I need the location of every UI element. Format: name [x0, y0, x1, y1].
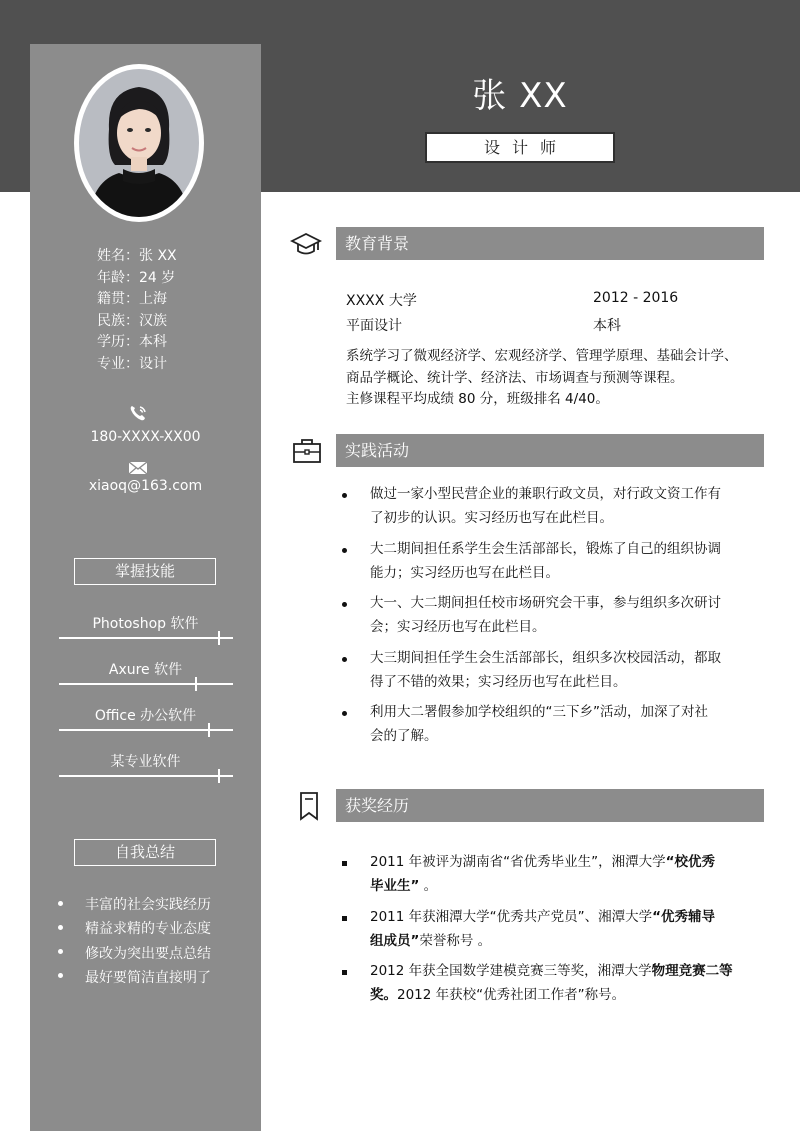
skill-bar	[59, 637, 233, 639]
job-title: 设计师	[425, 132, 615, 163]
skill-label: 某专业软件	[110, 754, 181, 770]
list-item: 2011 年获湘潭大学“优秀共产党员”、湘潭大学“优秀辅导 组成员”荣誉称号 。	[342, 906, 752, 953]
bookmark-icon	[293, 790, 325, 822]
education-heading: 教育背景	[336, 227, 764, 260]
info-ethnicity: 民族：汉族	[97, 312, 167, 329]
skills-heading: 掌握技能	[74, 558, 216, 585]
bullet-square	[342, 916, 347, 921]
summary-heading: 自我总结	[74, 839, 216, 866]
awards-heading: 获奖经历	[336, 789, 764, 822]
summary-item: 最好要简洁直接明了	[58, 966, 211, 990]
education-description: 系统学习了微观经济学、宏观经济学、管理学原理、基础会计学、 商品学概论、统计学、经济法、市场调查与预测等课程。 主修课程平均成绩 80 分，班级排名 4/40。	[346, 348, 738, 407]
info-education: 学历：本科	[97, 334, 167, 351]
portrait-image	[79, 69, 199, 217]
summary-item: 精益求精的专业态度	[58, 917, 211, 941]
school-name: XXXX 大学	[346, 293, 417, 309]
skill-level-mark	[218, 631, 220, 645]
list-item: 2011 年被评为湖南省“省优秀毕业生”，湘潭大学“校优秀 毕业生” 。	[342, 851, 752, 898]
bullet-dot	[58, 925, 63, 930]
bullet-dot	[58, 949, 63, 954]
info-major: 专业：设计	[97, 355, 167, 372]
info-origin: 籍贯：上海	[97, 291, 167, 308]
list-item: 大三期间担任学生会生活部部长，组织多次校园活动，都取 得了不错的效果；实习经历也写在此栏目。	[342, 647, 752, 694]
skill-level-mark	[195, 677, 197, 691]
list-item: 2012 年获全国数学建模竞赛三等奖，湘潭大学物理竞赛二等 奖。2012 年获校“优秀社团工作者”称号。	[342, 960, 752, 1007]
mail-icon	[128, 459, 148, 477]
skill-label: Axure 软件	[108, 662, 183, 678]
education-years: 2012 - 2016	[593, 290, 679, 306]
practice-heading: 实践活动	[336, 434, 764, 467]
bullet-dot	[58, 901, 63, 906]
summary-item: 修改为突出要点总结	[58, 942, 211, 966]
list-item: 大一、大二期间担任校市场研究会干事，参与组织多次研讨 会；实习经历也写在此栏目。	[342, 592, 752, 639]
bullet-square	[342, 970, 347, 975]
skill-level-mark	[208, 723, 210, 737]
bullet-dot	[342, 493, 347, 498]
phone-icon	[128, 404, 148, 422]
skill-bar	[59, 775, 233, 777]
avatar	[79, 69, 199, 217]
summary-list	[58, 893, 211, 990]
list-item: 大二期间担任系学生会生活部部长，锻炼了自己的组织协调 能力；实习经历也写在此栏目。	[342, 538, 752, 585]
email-address: xiaoq@163.com	[88, 478, 203, 494]
skill-level-mark	[218, 769, 220, 783]
skill-bar	[59, 729, 233, 731]
skill-label: Photoshop 软件	[92, 616, 199, 632]
personal-info	[97, 246, 177, 376]
bullet-dot	[58, 973, 63, 978]
briefcase-icon	[291, 435, 323, 467]
list-item: 做过一家小型民营企业的兼职行政文员，对行政文资工作有 了初步的认识。实习经历也写在此栏目。	[342, 483, 752, 530]
bullet-square	[342, 861, 347, 866]
info-age: 年龄：24 岁	[97, 269, 176, 286]
bullet-dot	[342, 657, 347, 662]
graduation-cap-icon	[290, 229, 322, 261]
skill-label: Office 办公软件	[94, 708, 197, 724]
list-item: 利用大二署假参加学校组织的“三下乡”活动，加深了对社 会的了解。	[342, 701, 752, 748]
bullet-dot	[342, 602, 347, 607]
skill-bar	[59, 683, 233, 685]
candidate-name: 张 XX	[472, 76, 568, 116]
bullet-dot	[342, 711, 347, 716]
summary-item: 丰富的社会实践经历	[58, 893, 211, 917]
phone-number: 180-XXXX-XX00	[90, 429, 201, 445]
major: 平面设计	[346, 318, 402, 334]
bullet-dot	[342, 548, 347, 553]
degree: 本科	[593, 318, 621, 334]
info-name: 姓名：张 XX	[97, 248, 177, 264]
